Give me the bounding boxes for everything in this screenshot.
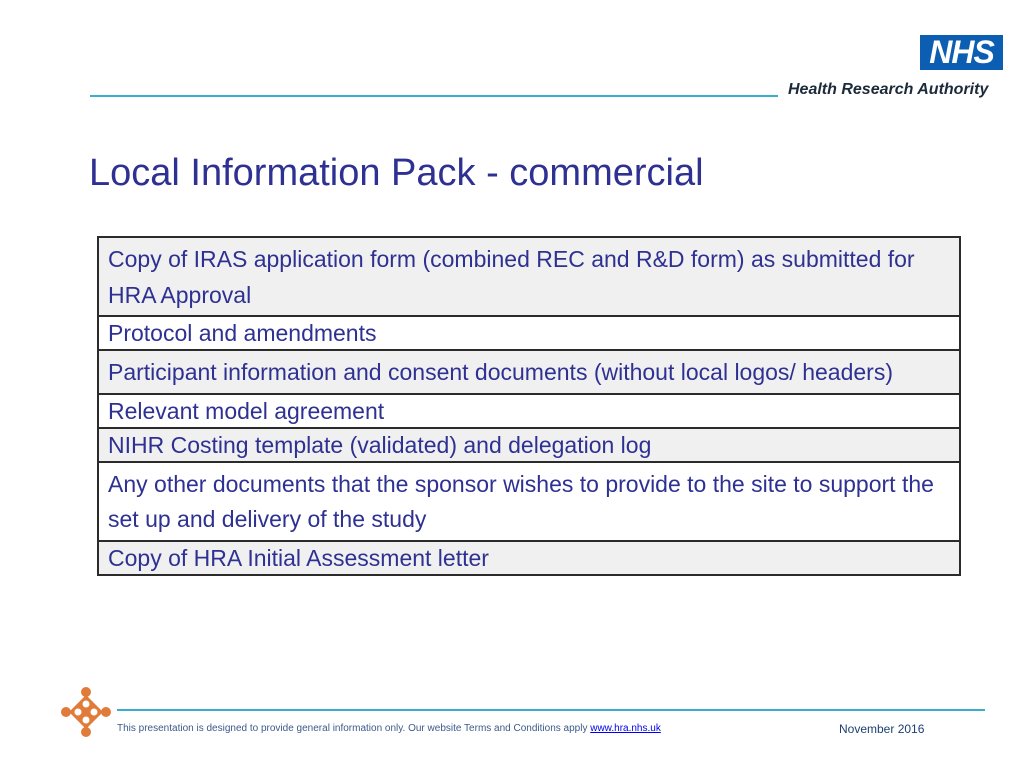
- table-row: [98, 350, 960, 394]
- table-cell: Participant information and consent documents (without local logos/ headers): [98, 350, 960, 394]
- footer-disclaimer: [117, 723, 661, 734]
- table-row: [98, 237, 960, 316]
- table-row: [98, 462, 960, 541]
- org-name: Health Research Authority: [788, 81, 989, 98]
- table-cell: Any other documents that the sponsor wishes to provide to the site to support the set up and delivery of the study: [98, 462, 960, 541]
- slide-title: Local Information Pack - commercial: [89, 152, 704, 194]
- table-row: [98, 541, 960, 575]
- table-cell: NIHR Costing template (validated) and delegation log: [98, 428, 960, 462]
- table-row: [98, 394, 960, 428]
- table-row: [98, 428, 960, 462]
- footer-divider: [117, 709, 985, 711]
- hra-diamond-mark-icon: [60, 686, 112, 738]
- nhs-logo-icon: NHS: [920, 35, 1003, 70]
- footer-date: November 2016: [839, 722, 925, 736]
- website-link[interactable]: www.hra.nhs.uk: [590, 723, 661, 734]
- table-row: [98, 316, 960, 350]
- table-cell: Copy of HRA Initial Assessment letter: [98, 541, 960, 575]
- table-cell: Relevant model agreement: [98, 394, 960, 428]
- header-divider: [90, 95, 778, 97]
- documents-table: [97, 236, 961, 576]
- table-cell: Protocol and amendments: [98, 316, 960, 350]
- table-cell: Copy of IRAS application form (combined REC and R&D form) as submitted for HRA Approval: [98, 237, 960, 316]
- footer-disclaimer-text: This presentation is designed to provide general information only. Our website Terms and Conditions apply: [117, 723, 588, 734]
